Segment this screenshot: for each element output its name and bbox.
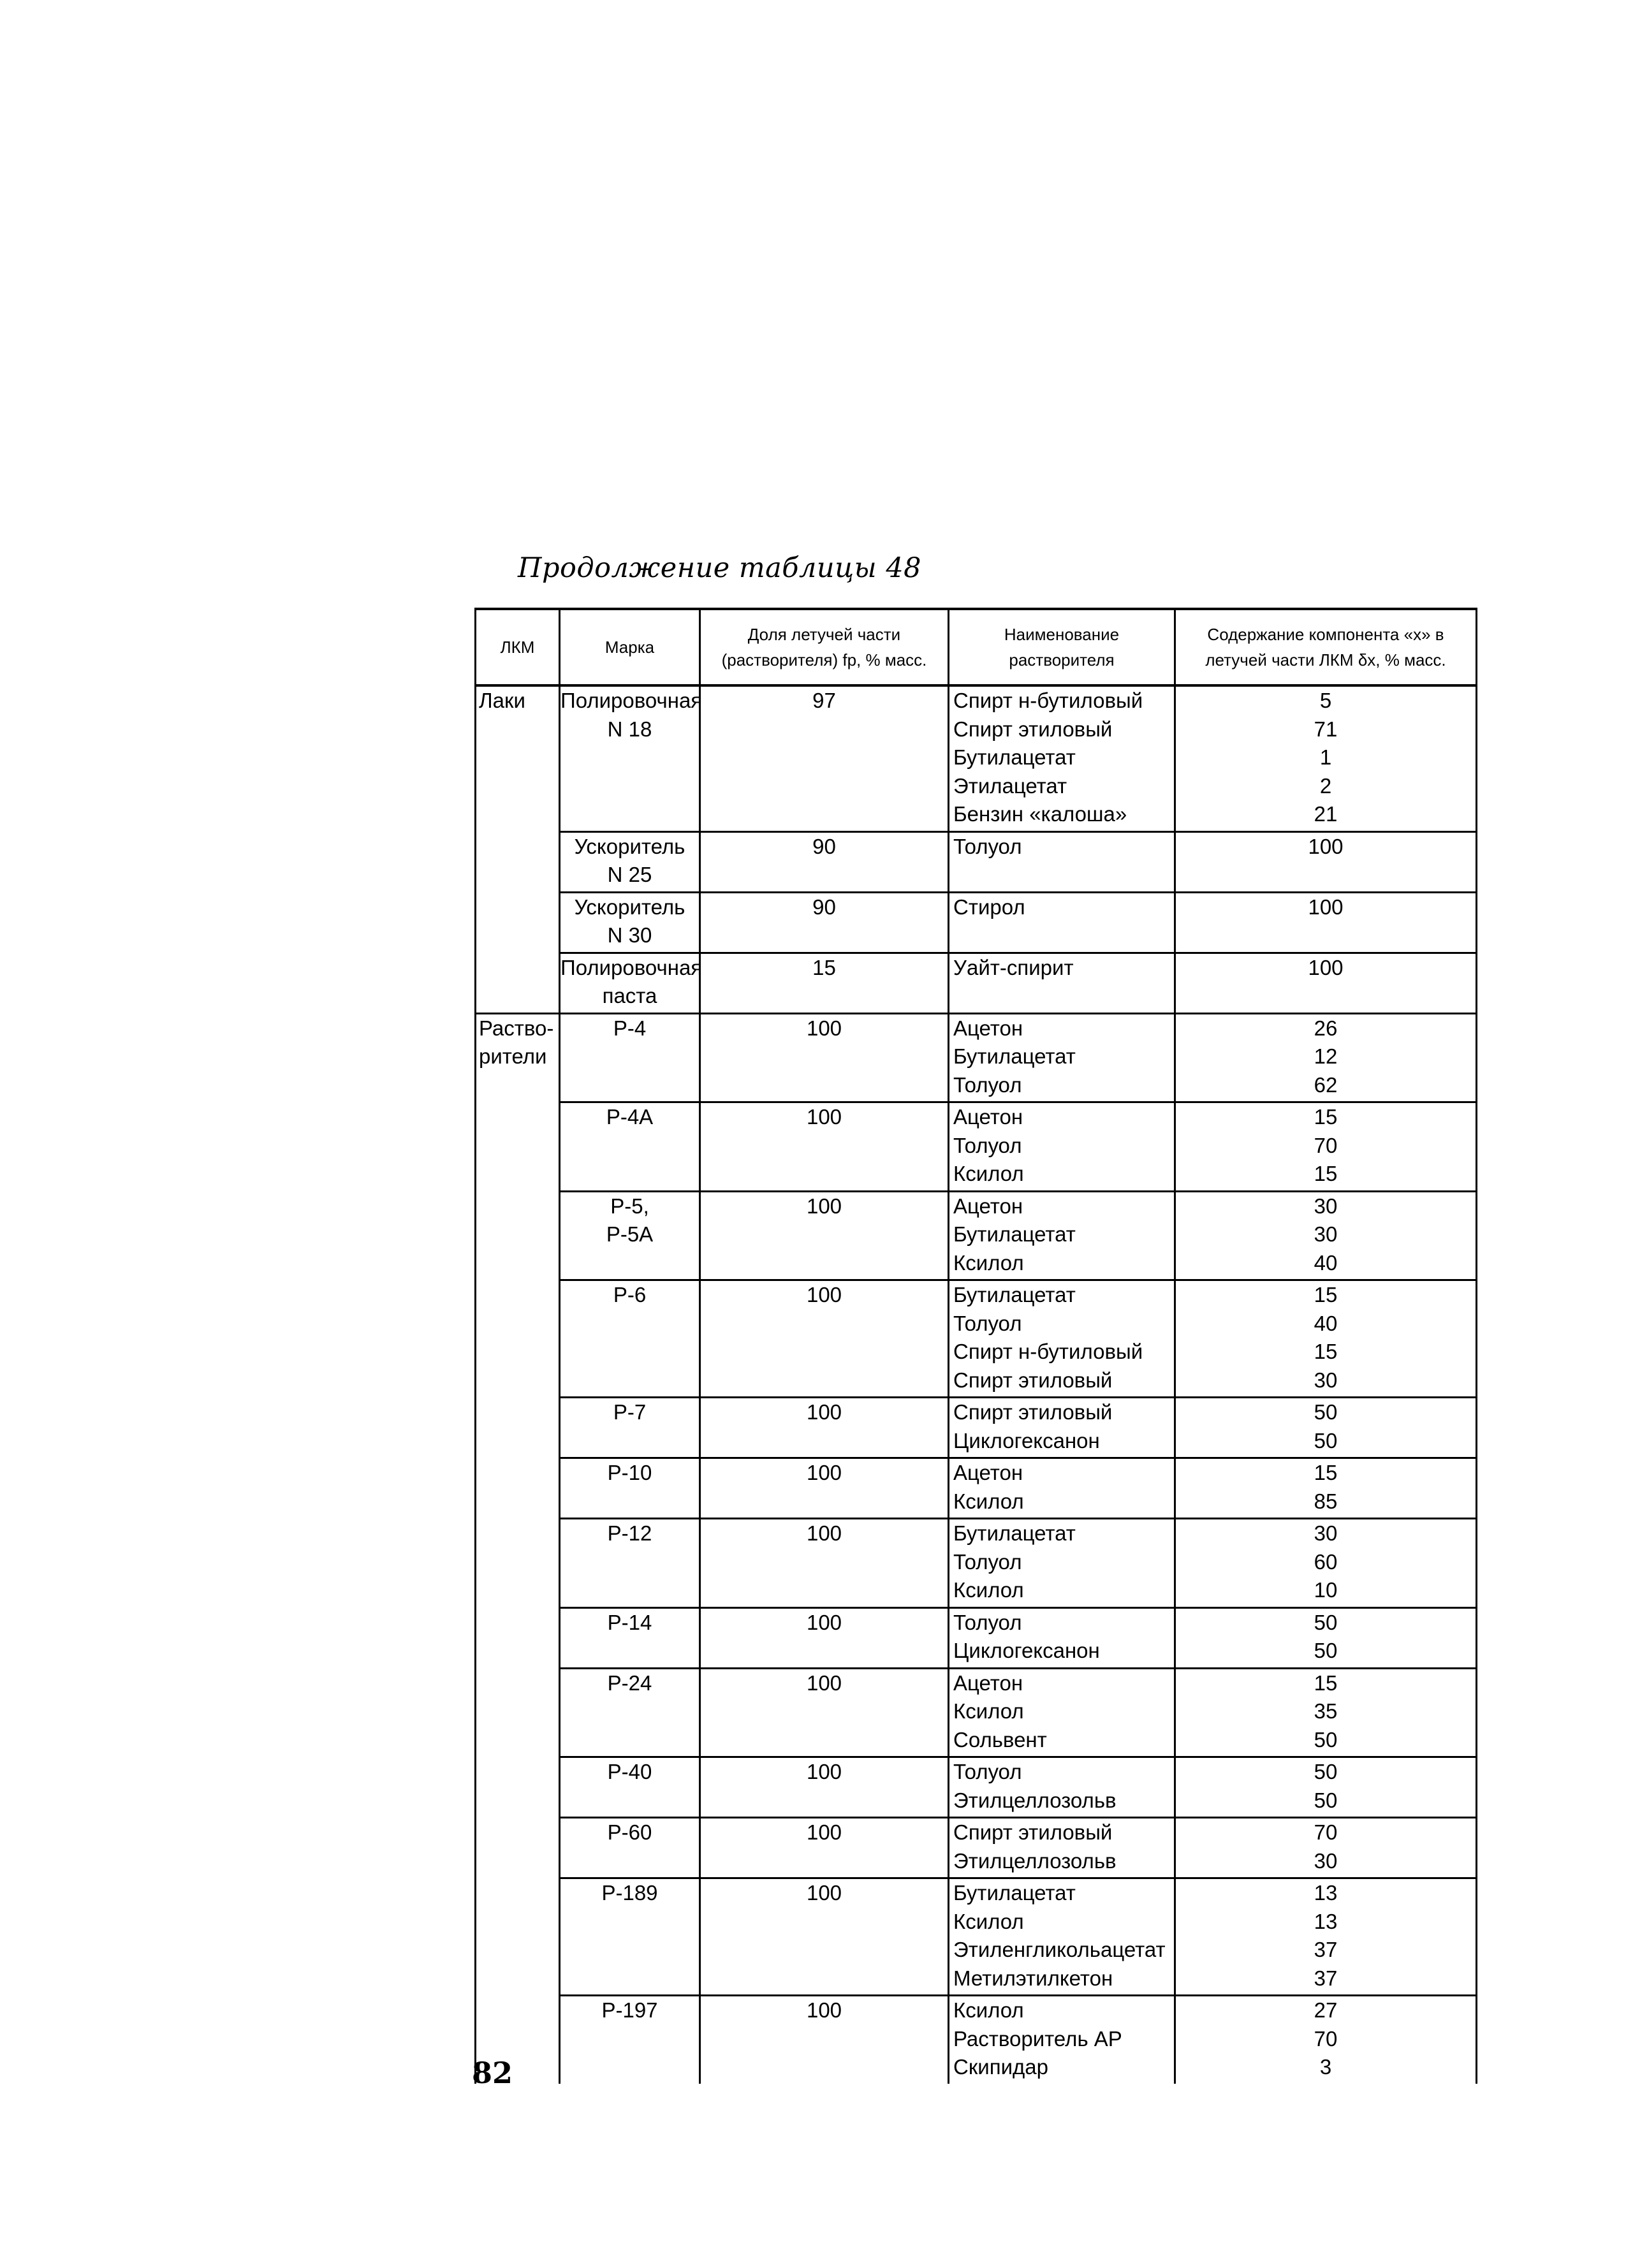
mark-line: Ускоритель <box>574 834 685 858</box>
cell-fraction: 100 <box>700 1878 949 1996</box>
solvent-name: Ксилол <box>953 1578 1024 1602</box>
solvent-name: Бензин «калоша» <box>953 802 1127 826</box>
cell-content-values <box>1175 1102 1477 1192</box>
content-value: 85 <box>1314 1489 1338 1513</box>
cell-solvent-names <box>949 892 1175 953</box>
solvent-name: Толуол <box>953 1610 1022 1634</box>
header-fraction: Доля летучей части (растворителя) fр, % масс. <box>700 609 949 685</box>
table-row <box>476 1191 1477 1280</box>
solvent-name: Толуол <box>953 1549 1022 1574</box>
solvent-name: Толуол <box>953 1072 1022 1097</box>
table-row <box>476 1280 1477 1398</box>
cell-mark <box>560 1013 700 1102</box>
content-value: 12 <box>1314 1044 1338 1068</box>
content-value: 3 <box>1319 2055 1332 2079</box>
solvent-name: Уайт-спирит <box>953 955 1074 979</box>
cell-content-values <box>1175 953 1477 1013</box>
cell-fraction: 100 <box>700 1757 949 1818</box>
solvent-name: Толуол <box>953 1311 1022 1335</box>
content-value: 62 <box>1314 1072 1338 1097</box>
cell-content-values <box>1175 1878 1477 1996</box>
cell-mark <box>560 1996 700 2084</box>
cell-content-values <box>1175 1668 1477 1757</box>
solvent-name: Спирт этиловый <box>953 1368 1113 1392</box>
mark-line: N 18 <box>607 717 652 741</box>
table-row <box>476 1398 1477 1458</box>
mark-line: Р-5А <box>606 1222 654 1246</box>
solvent-name: Бутилацетат <box>953 1044 1076 1068</box>
cell-content-values <box>1175 1191 1477 1280</box>
solvent-name: Спирт этиловый <box>953 717 1113 741</box>
mark-line: Полировочная <box>560 689 703 712</box>
content-value: 37 <box>1314 1966 1338 1990</box>
cell-content-values <box>1175 1996 1477 2084</box>
mark-line: Р-7 <box>613 1400 647 1424</box>
cell-solvent-names <box>949 831 1175 892</box>
solvent-name: Этилцеллозольв <box>953 1788 1117 1812</box>
content-value: 100 <box>1308 834 1344 858</box>
cell-solvent-names <box>949 1102 1175 1192</box>
table-caption: Продолжение таблицы 48 <box>518 552 922 584</box>
table-row <box>476 1668 1477 1757</box>
solvent-name: Метилэтилкетон <box>953 1966 1113 1990</box>
cell-mark <box>560 1519 700 1608</box>
content-value: 15 <box>1314 1283 1338 1306</box>
cell-content-values <box>1175 1519 1477 1608</box>
cell-mark <box>560 1280 700 1398</box>
solvent-name: Бутилацетат <box>953 745 1076 769</box>
mark-line: N 30 <box>607 923 652 947</box>
table-row <box>476 1818 1477 1878</box>
mark-line: Р-5, <box>610 1194 649 1218</box>
cell-fraction: 100 <box>700 1280 949 1398</box>
cell-content-values <box>1175 1757 1477 1818</box>
content-value: 70 <box>1314 1820 1338 1844</box>
table-row <box>476 831 1477 892</box>
table-row <box>476 1013 1477 1102</box>
cell-fraction: 100 <box>700 1013 949 1102</box>
table-row <box>476 1607 1477 1668</box>
mark-line: N 25 <box>607 863 652 886</box>
solvent-name: Толуол <box>953 1760 1022 1783</box>
content-value: 100 <box>1308 955 1344 979</box>
content-value: 50 <box>1314 1610 1338 1634</box>
content-value: 15 <box>1314 1162 1338 1185</box>
solvent-name: Ксилол <box>953 1909 1024 1933</box>
cell-fraction: 100 <box>700 1818 949 1878</box>
mark-line: Р-4А <box>606 1105 654 1129</box>
solvent-name: Циклогексанон <box>953 1639 1100 1662</box>
content-value: 26 <box>1314 1016 1338 1040</box>
cell-solvent-names <box>949 1519 1175 1608</box>
solvent-name: Стирол <box>953 895 1025 919</box>
table-row <box>476 953 1477 1013</box>
cell-content-values <box>1175 1607 1477 1668</box>
cell-solvent-names <box>949 1878 1175 1996</box>
cell-solvent-names <box>949 1996 1175 2084</box>
mark-line: Полировочная <box>560 955 703 979</box>
content-value: 1 <box>1319 745 1332 769</box>
solvent-name: Циклогексанон <box>953 1428 1100 1452</box>
cell-mark <box>560 1668 700 1757</box>
cell-solvent-names <box>949 1013 1175 1102</box>
table-row <box>476 1519 1477 1608</box>
cell-content-values <box>1175 892 1477 953</box>
mark-line: Р-60 <box>607 1820 652 1844</box>
content-value: 27 <box>1314 1998 1338 2022</box>
cell-fraction: 100 <box>700 1607 949 1668</box>
solvent-name: Спирт н-бутиловый <box>953 689 1143 712</box>
cell-content-values <box>1175 685 1477 831</box>
cell-mark <box>560 1102 700 1192</box>
solvent-name: Ксилол <box>953 1998 1024 2022</box>
solvent-name: Бутилацетат <box>953 1881 1076 1905</box>
mark-line: Р-24 <box>607 1671 652 1695</box>
header-lkm: ЛКМ <box>476 609 560 685</box>
cell-fraction: 100 <box>700 1519 949 1608</box>
content-value: 5 <box>1319 689 1332 712</box>
table-row <box>476 1878 1477 1996</box>
solvent-name: Ацетон <box>953 1016 1023 1040</box>
content-value: 70 <box>1314 1133 1338 1157</box>
content-value: 50 <box>1314 1760 1338 1783</box>
content-value: 2 <box>1319 773 1332 798</box>
cell-content-values <box>1175 1280 1477 1398</box>
solvent-name: Этилцеллозольв <box>953 1848 1117 1873</box>
cell-fraction: 100 <box>700 1191 949 1280</box>
solvent-name: Ксилол <box>953 1699 1024 1723</box>
cell-solvent-names <box>949 1398 1175 1458</box>
solvent-name: Спирт н-бутиловый <box>953 1340 1143 1363</box>
solvent-name: Ацетон <box>953 1194 1023 1218</box>
cell-fraction: 100 <box>700 1996 949 2084</box>
cell-mark <box>560 1607 700 1668</box>
cell-fraction: 97 <box>700 685 949 831</box>
header-mark: Марка <box>560 609 700 685</box>
content-value: 100 <box>1308 895 1344 919</box>
solvent-table <box>474 608 1477 2084</box>
table-row <box>476 1102 1477 1192</box>
content-value: 40 <box>1314 1311 1338 1335</box>
mark-line: Р-12 <box>607 1521 652 1545</box>
cell-mark <box>560 892 700 953</box>
solvent-name: Толуол <box>953 834 1022 858</box>
content-value: 30 <box>1314 1368 1338 1392</box>
mark-line: Р-189 <box>601 1881 658 1905</box>
cell-solvent-names <box>949 685 1175 831</box>
content-value: 37 <box>1314 1938 1338 1961</box>
content-value: 15 <box>1314 1461 1338 1484</box>
header-content: Содержание компонента «х» в летучей части ЛКМ δх, % масс. <box>1175 609 1477 685</box>
cell-fraction: 100 <box>700 1458 949 1519</box>
cell-solvent-names <box>949 1668 1175 1757</box>
solvent-name: Ацетон <box>953 1105 1023 1129</box>
solvent-name: Этиленгликольацетат <box>953 1938 1166 1961</box>
cell-mark <box>560 685 703 831</box>
cell-solvent-names <box>949 1191 1175 1280</box>
table-row <box>476 892 1477 953</box>
cell-fraction: 100 <box>700 1668 949 1757</box>
solvent-name: Толуол <box>953 1133 1022 1157</box>
cell-fraction: 100 <box>700 1102 949 1192</box>
content-value: 40 <box>1314 1250 1338 1275</box>
solvent-name: Ксилол <box>953 1489 1024 1513</box>
cell-solvent-names <box>949 1607 1175 1668</box>
cell-solvent-names <box>949 1280 1175 1398</box>
cell-mark <box>560 831 700 892</box>
cell-mark <box>560 1458 700 1519</box>
cell-mark <box>560 1398 700 1458</box>
cell-solvent-names <box>949 1458 1175 1519</box>
cell-content-values <box>1175 1458 1477 1519</box>
content-value: 60 <box>1314 1549 1338 1574</box>
content-value: 50 <box>1314 1400 1338 1424</box>
cell-content-values <box>1175 1398 1477 1458</box>
cell-content-values <box>1175 831 1477 892</box>
table-row <box>476 1757 1477 1818</box>
cell-fraction: 90 <box>700 892 949 953</box>
cell-fraction: 90 <box>700 831 949 892</box>
table-row <box>476 1996 1477 2084</box>
solvent-name: Растворитель АР <box>953 2026 1122 2051</box>
cell-fraction: 100 <box>700 1398 949 1458</box>
table-body <box>476 685 1477 2084</box>
cell-solvent-names <box>949 1757 1175 1818</box>
table-row <box>476 685 1477 831</box>
mark-line: Р-14 <box>607 1610 652 1634</box>
cell-content-values <box>1175 1818 1477 1878</box>
cell-mark <box>560 1818 700 1878</box>
solvent-name: Бутилацетат <box>953 1521 1076 1545</box>
cell-lkm: Раство-рители <box>476 1013 560 2084</box>
content-value: 10 <box>1314 1578 1338 1602</box>
content-value: 71 <box>1314 717 1338 741</box>
mark-line: Ускоритель <box>574 895 685 919</box>
solvent-name: Спирт этиловый <box>953 1820 1113 1844</box>
solvent-name: Ацетон <box>953 1461 1023 1484</box>
content-value: 35 <box>1314 1699 1338 1723</box>
content-value: 13 <box>1314 1909 1338 1933</box>
cell-mark <box>560 953 703 1013</box>
mark-line: Р-6 <box>613 1283 647 1306</box>
solvent-name: Скипидар <box>953 2055 1048 2079</box>
cell-lkm: Лаки <box>476 685 560 1013</box>
solvent-name: Бутилацетат <box>953 1283 1076 1306</box>
solvent-name: Ксилол <box>953 1250 1024 1275</box>
content-value: 15 <box>1314 1671 1338 1695</box>
table-row <box>476 1458 1477 1519</box>
solvent-name: Бутилацетат <box>953 1222 1076 1246</box>
header-solvent-name: Наименование растворителя <box>949 609 1175 685</box>
solvent-name: Этилацетат <box>953 773 1067 798</box>
table-header-row <box>476 609 1477 685</box>
content-value: 15 <box>1314 1340 1338 1363</box>
cell-solvent-names <box>949 1818 1175 1878</box>
cell-fraction: 15 <box>700 953 949 1013</box>
content-value: 21 <box>1314 802 1338 826</box>
solvent-name: Спирт этиловый <box>953 1400 1113 1424</box>
solvent-name: Ацетон <box>953 1671 1023 1695</box>
mark-line: Р-4 <box>613 1016 647 1040</box>
mark-line: паста <box>602 984 657 1007</box>
content-value: 70 <box>1314 2026 1338 2051</box>
page-number: 82 <box>472 2056 513 2090</box>
solvent-name: Сольвент <box>953 1727 1047 1752</box>
cell-mark <box>560 1191 700 1280</box>
content-value: 30 <box>1314 1222 1338 1246</box>
content-value: 30 <box>1314 1521 1338 1545</box>
cell-content-values <box>1175 1013 1477 1102</box>
mark-line: Р-10 <box>607 1461 652 1484</box>
solvent-name: Ксилол <box>953 1162 1024 1185</box>
mark-line: Р-40 <box>607 1760 652 1783</box>
cell-solvent-names <box>949 953 1175 1013</box>
content-value: 30 <box>1314 1194 1338 1218</box>
content-value: 50 <box>1314 1639 1338 1662</box>
content-value: 30 <box>1314 1848 1338 1873</box>
content-value: 13 <box>1314 1881 1338 1905</box>
content-value: 50 <box>1314 1788 1338 1812</box>
cell-mark <box>560 1757 700 1818</box>
content-value: 50 <box>1314 1428 1338 1452</box>
content-value: 15 <box>1314 1105 1338 1129</box>
content-value: 50 <box>1314 1727 1338 1752</box>
cell-mark <box>560 1878 700 1996</box>
mark-line: Р-197 <box>601 1998 658 2022</box>
